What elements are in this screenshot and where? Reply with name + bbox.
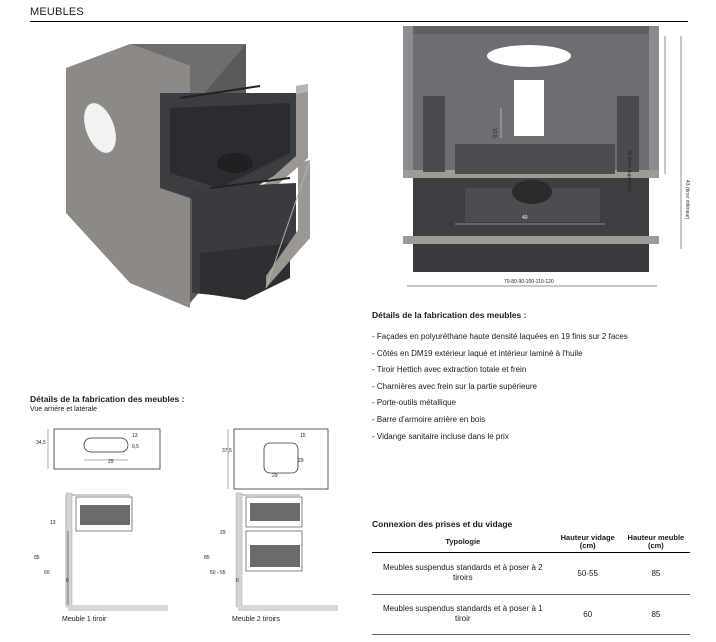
- row-type: Meubles suspendus standards et à poser à 1 tiroir: [382, 604, 543, 623]
- details-item: - Côtés en DM19 extérieur laqué et intérieur laminé à l'huile: [372, 348, 583, 358]
- header-divider: [30, 21, 688, 22]
- details-item: - Porte-outils métallique: [372, 398, 457, 408]
- d1-side-a-label: 13: [50, 520, 56, 526]
- row-vidage: 50-55: [577, 568, 598, 578]
- details-item: - Charnières avec frein sur la partie supérieure: [372, 381, 537, 391]
- d1-h1-label: 13: [132, 433, 138, 439]
- details-item: - Barre d'armoire arrière en bois: [372, 414, 486, 424]
- details-item: - Vidange sanitaire incluse dans le prix: [372, 431, 509, 441]
- col-hauteur-meuble: Hauteur meuble (cm): [627, 532, 685, 550]
- details-right-title: Détails de la fabrication des meubles :: [372, 310, 527, 320]
- details-item: - Tiroir Hettich avec extraction totale et frein: [372, 365, 527, 375]
- details-item: - Façades en polyuréthane haute densité laquées en 19 finis sur 2 faces: [372, 332, 628, 341]
- svg-text:10,5: 10,5: [491, 128, 497, 138]
- d1-h2-label: 9,5: [132, 444, 139, 450]
- d2-side-c-label: 6: [236, 578, 239, 584]
- cabinet-3d-illustration: [60, 38, 332, 310]
- height-bottom-label: 43 (tiroir inférieur): [684, 180, 690, 220]
- details-left-title: Détails de la fabrication des meubles :: [30, 394, 185, 404]
- table-row: [372, 552, 690, 594]
- height-top-label: 36 (tiroir supérieur): [626, 150, 632, 193]
- front-technical-drawing: [395, 24, 687, 292]
- row-meuble: 85: [651, 609, 661, 619]
- d2-inner-label: 29: [298, 458, 304, 464]
- page-title: MEUBLES: [30, 6, 84, 18]
- d2-side-b-label: 50 - 55: [210, 570, 226, 576]
- width-range-label: 70-80-90-100-110-120: [504, 279, 554, 285]
- d2-side-a-label: 29: [220, 530, 226, 536]
- d1-side-b-label: 60: [44, 570, 50, 576]
- d1-total-label: 85: [34, 555, 40, 561]
- details-list: [372, 329, 628, 445]
- d2-h1-label: 15: [300, 433, 306, 439]
- d1-width-label: 29: [108, 459, 114, 465]
- d1-side-c-label: 6: [66, 578, 69, 584]
- inner-width-label: 40: [522, 215, 528, 221]
- row-meuble: 85: [651, 568, 661, 578]
- d2-depth-label: 37,5: [222, 448, 232, 454]
- drawing-two-drawers: [200, 425, 340, 617]
- caption-two-drawers: Meuble 2 tiroirs: [232, 616, 280, 623]
- table-row: [372, 594, 690, 634]
- row-type: Meubles suspendus standards et à poser à 2 tiroirs: [382, 563, 543, 582]
- d2-total-label: 85: [204, 555, 210, 561]
- details-left-subtitle: Vue arrière et latérale: [30, 406, 98, 413]
- row-vidage: 60: [583, 609, 593, 619]
- caption-one-drawer: Meuble 1 tiroir: [62, 616, 107, 623]
- connection-title: Connexion des prises et du vidage: [372, 519, 513, 529]
- connection-table: [372, 532, 690, 635]
- col-hauteur-vidage: Hauteur vidage (cm): [560, 532, 615, 550]
- d2-width-label: 29: [272, 473, 278, 479]
- col-typologie: Typologie: [445, 536, 481, 546]
- d1-depth-label: 34,5: [36, 440, 46, 446]
